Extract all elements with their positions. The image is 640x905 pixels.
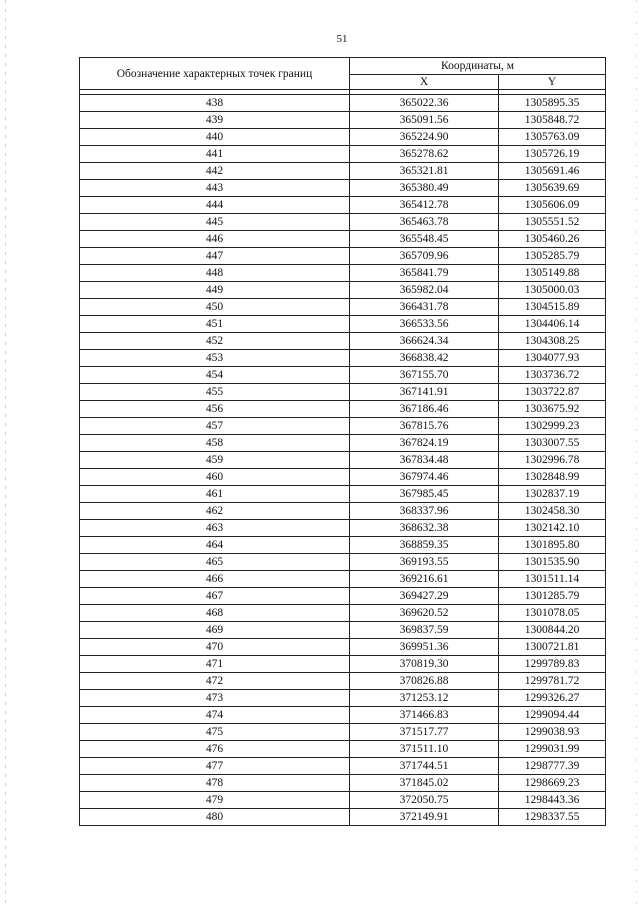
y-coordinate-cell: 1299781.72 xyxy=(499,673,606,690)
table-row xyxy=(80,333,606,350)
y-coordinate-cell: 1305895.35 xyxy=(499,95,606,112)
x-coordinate-cell: 365982.04 xyxy=(350,282,499,299)
y-coordinate-cell: 1305285.79 xyxy=(499,248,606,265)
y-coordinate-cell: 1304515.89 xyxy=(499,299,606,316)
point-number-cell: 462 xyxy=(80,503,350,520)
x-coordinate-cell: 370826.88 xyxy=(350,673,499,690)
point-number-cell: 464 xyxy=(80,537,350,554)
point-number-cell: 453 xyxy=(80,350,350,367)
x-coordinate-cell: 367141.91 xyxy=(350,384,499,401)
point-number-cell: 438 xyxy=(80,95,350,112)
table-row xyxy=(80,248,606,265)
point-number-cell: 456 xyxy=(80,401,350,418)
x-coordinate-cell: 365412.78 xyxy=(350,197,499,214)
x-coordinate-cell: 365278.62 xyxy=(350,146,499,163)
point-number-cell: 455 xyxy=(80,384,350,401)
x-coordinate-cell: 367824.19 xyxy=(350,435,499,452)
point-number-cell: 465 xyxy=(80,554,350,571)
point-number-cell: 473 xyxy=(80,690,350,707)
table-row xyxy=(80,588,606,605)
y-coordinate-cell: 1302837.19 xyxy=(499,486,606,503)
point-number-cell: 452 xyxy=(80,333,350,350)
coordinates-column-header: Координаты, м xyxy=(350,58,606,75)
table-row xyxy=(80,520,606,537)
y-coordinate-cell: 1302996.78 xyxy=(499,452,606,469)
table-row xyxy=(80,792,606,809)
point-number-cell: 459 xyxy=(80,452,350,469)
table-row xyxy=(80,469,606,486)
y-coordinate-cell: 1305000.03 xyxy=(499,282,606,299)
table-header xyxy=(80,58,606,90)
table-row xyxy=(80,282,606,299)
table-row xyxy=(80,367,606,384)
y-coordinate-cell: 1300844.20 xyxy=(499,622,606,639)
x-coordinate-cell: 369216.61 xyxy=(350,571,499,588)
table-row xyxy=(80,197,606,214)
x-coordinate-cell: 371744.51 xyxy=(350,758,499,775)
y-coordinate-cell: 1301285.79 xyxy=(499,588,606,605)
y-coordinate-cell: 1301511.14 xyxy=(499,571,606,588)
x-coordinate-cell: 366533.56 xyxy=(350,316,499,333)
scan-edge-right xyxy=(636,0,637,905)
point-number-cell: 454 xyxy=(80,367,350,384)
y-coordinate-cell: 1299789.83 xyxy=(499,656,606,673)
x-coordinate-cell: 369620.52 xyxy=(350,605,499,622)
table-row xyxy=(80,537,606,554)
y-coordinate-cell: 1298337.55 xyxy=(499,809,606,826)
table-row xyxy=(80,452,606,469)
x-coordinate-cell: 368859.35 xyxy=(350,537,499,554)
point-number-cell: 467 xyxy=(80,588,350,605)
point-number-cell: 466 xyxy=(80,571,350,588)
y-coordinate-cell: 1305639.69 xyxy=(499,180,606,197)
y-coordinate-cell: 1305691.46 xyxy=(499,163,606,180)
point-number-cell: 478 xyxy=(80,775,350,792)
y-coordinate-cell: 1305848.72 xyxy=(499,112,606,129)
x-coordinate-cell: 365463.78 xyxy=(350,214,499,231)
table-row xyxy=(80,316,606,333)
table-row xyxy=(80,214,606,231)
table-body xyxy=(80,90,606,826)
table-row xyxy=(80,146,606,163)
y-coordinate-cell: 1302458.30 xyxy=(499,503,606,520)
x-coordinate-cell: 368632.38 xyxy=(350,520,499,537)
y-coordinate-cell: 1298777.39 xyxy=(499,758,606,775)
points-column-header: Обозначение характерных точек границ xyxy=(80,58,350,90)
x-coordinate-cell: 365091.56 xyxy=(350,112,499,129)
x-coordinate-cell: 367985.45 xyxy=(350,486,499,503)
point-number-cell: 443 xyxy=(80,180,350,197)
x-coordinate-cell: 365380.49 xyxy=(350,180,499,197)
y-coordinate-cell: 1304077.93 xyxy=(499,350,606,367)
y-coordinate-cell: 1301078.05 xyxy=(499,605,606,622)
x-coordinate-cell: 367155.70 xyxy=(350,367,499,384)
x-coordinate-cell: 367834.48 xyxy=(350,452,499,469)
point-number-cell: 458 xyxy=(80,435,350,452)
x-coordinate-cell: 371253.12 xyxy=(350,690,499,707)
point-number-cell: 445 xyxy=(80,214,350,231)
y-coordinate-cell: 1301535.90 xyxy=(499,554,606,571)
table-row xyxy=(80,435,606,452)
x-coordinate-cell: 369193.55 xyxy=(350,554,499,571)
point-number-cell: 471 xyxy=(80,656,350,673)
point-number-cell: 477 xyxy=(80,758,350,775)
point-number-cell: 444 xyxy=(80,197,350,214)
y-coordinate-cell: 1302142.10 xyxy=(499,520,606,537)
table-row xyxy=(80,486,606,503)
x-coordinate-cell: 371517.77 xyxy=(350,724,499,741)
table-row xyxy=(80,180,606,197)
table-row xyxy=(80,741,606,758)
y-coordinate-cell: 1305460.26 xyxy=(499,231,606,248)
table-row xyxy=(80,656,606,673)
y-column-header: Y xyxy=(499,75,606,90)
x-coordinate-cell: 365321.81 xyxy=(350,163,499,180)
x-coordinate-cell: 365022.36 xyxy=(350,95,499,112)
point-number-cell: 447 xyxy=(80,248,350,265)
x-coordinate-cell: 370819.30 xyxy=(350,656,499,673)
y-coordinate-cell: 1304406.14 xyxy=(499,316,606,333)
x-coordinate-cell: 366624.34 xyxy=(350,333,499,350)
y-coordinate-cell: 1305551.52 xyxy=(499,214,606,231)
table-row xyxy=(80,639,606,656)
point-number-cell: 457 xyxy=(80,418,350,435)
point-number-cell: 470 xyxy=(80,639,350,656)
table-row xyxy=(80,112,606,129)
table-row xyxy=(80,809,606,826)
y-coordinate-cell: 1298443.36 xyxy=(499,792,606,809)
x-coordinate-cell: 368337.96 xyxy=(350,503,499,520)
point-number-cell: 472 xyxy=(80,673,350,690)
point-number-cell: 463 xyxy=(80,520,350,537)
table-row xyxy=(80,554,606,571)
y-coordinate-cell: 1303736.72 xyxy=(499,367,606,384)
x-coordinate-cell: 371511.10 xyxy=(350,741,499,758)
y-coordinate-cell: 1299094.44 xyxy=(499,707,606,724)
table-row xyxy=(80,775,606,792)
y-coordinate-cell: 1300721.81 xyxy=(499,639,606,656)
point-number-cell: 450 xyxy=(80,299,350,316)
table-row xyxy=(80,622,606,639)
y-coordinate-cell: 1302848.99 xyxy=(499,469,606,486)
table-row xyxy=(80,401,606,418)
table-row xyxy=(80,95,606,112)
y-coordinate-cell: 1303722.87 xyxy=(499,384,606,401)
x-coordinate-cell: 371845.02 xyxy=(350,775,499,792)
x-coordinate-cell: 369837.59 xyxy=(350,622,499,639)
point-number-cell: 461 xyxy=(80,486,350,503)
y-coordinate-cell: 1303675.92 xyxy=(499,401,606,418)
y-coordinate-cell: 1299038.93 xyxy=(499,724,606,741)
y-coordinate-cell: 1303007.55 xyxy=(499,435,606,452)
table-row xyxy=(80,707,606,724)
x-coordinate-cell: 372149.91 xyxy=(350,809,499,826)
x-coordinate-cell: 365841.79 xyxy=(350,265,499,282)
point-number-cell: 448 xyxy=(80,265,350,282)
table-row xyxy=(80,673,606,690)
point-number-cell: 441 xyxy=(80,146,350,163)
point-number-cell: 439 xyxy=(80,112,350,129)
x-coordinate-cell: 367186.46 xyxy=(350,401,499,418)
x-coordinate-cell: 365548.45 xyxy=(350,231,499,248)
scan-edge-left xyxy=(5,0,6,905)
x-coordinate-cell: 365224.90 xyxy=(350,129,499,146)
point-number-cell: 475 xyxy=(80,724,350,741)
x-column-header: X xyxy=(350,75,499,90)
y-coordinate-cell: 1305149.88 xyxy=(499,265,606,282)
point-number-cell: 440 xyxy=(80,129,350,146)
point-number-cell: 449 xyxy=(80,282,350,299)
x-coordinate-cell: 366838.42 xyxy=(350,350,499,367)
table-row xyxy=(80,231,606,248)
table-row xyxy=(80,384,606,401)
y-coordinate-cell: 1305606.09 xyxy=(499,197,606,214)
table-row xyxy=(80,690,606,707)
table-row xyxy=(80,503,606,520)
x-coordinate-cell: 367815.76 xyxy=(350,418,499,435)
point-number-cell: 442 xyxy=(80,163,350,180)
y-coordinate-cell: 1301895.80 xyxy=(499,537,606,554)
point-number-cell: 468 xyxy=(80,605,350,622)
coordinates-table xyxy=(79,57,606,826)
table-row xyxy=(80,605,606,622)
x-coordinate-cell: 372050.75 xyxy=(350,792,499,809)
y-coordinate-cell: 1305763.09 xyxy=(499,129,606,146)
table-row xyxy=(80,758,606,775)
x-coordinate-cell: 371466.83 xyxy=(350,707,499,724)
x-coordinate-cell: 365709.96 xyxy=(350,248,499,265)
table-row xyxy=(80,418,606,435)
table-row xyxy=(80,299,606,316)
point-number-cell: 479 xyxy=(80,792,350,809)
point-number-cell: 451 xyxy=(80,316,350,333)
point-number-cell: 476 xyxy=(80,741,350,758)
y-coordinate-cell: 1299326.27 xyxy=(499,690,606,707)
table-row xyxy=(80,129,606,146)
y-coordinate-cell: 1305726.19 xyxy=(499,146,606,163)
page-number: 51 xyxy=(336,33,348,45)
table-row xyxy=(80,350,606,367)
table-row xyxy=(80,163,606,180)
point-number-cell: 446 xyxy=(80,231,350,248)
table-row xyxy=(80,571,606,588)
table-row xyxy=(80,265,606,282)
point-number-cell: 480 xyxy=(80,809,350,826)
point-number-cell: 469 xyxy=(80,622,350,639)
x-coordinate-cell: 366431.78 xyxy=(350,299,499,316)
y-coordinate-cell: 1302999.23 xyxy=(499,418,606,435)
x-coordinate-cell: 367974.46 xyxy=(350,469,499,486)
y-coordinate-cell: 1298669.23 xyxy=(499,775,606,792)
point-number-cell: 460 xyxy=(80,469,350,486)
x-coordinate-cell: 369427.29 xyxy=(350,588,499,605)
y-coordinate-cell: 1304308.25 xyxy=(499,333,606,350)
point-number-cell: 474 xyxy=(80,707,350,724)
table-row xyxy=(80,724,606,741)
x-coordinate-cell: 369951.36 xyxy=(350,639,499,656)
y-coordinate-cell: 1299031.99 xyxy=(499,741,606,758)
